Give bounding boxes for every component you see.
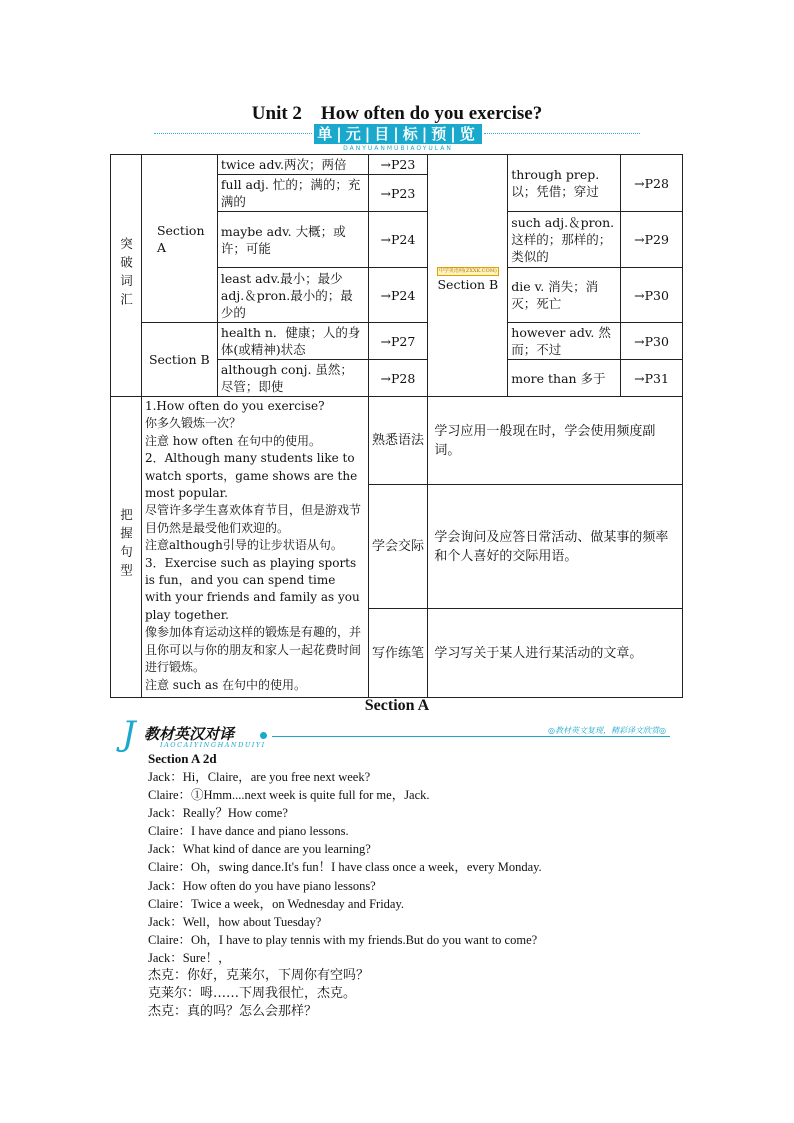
translation-header-bar [122,714,670,754]
sentence-category: 把握句型 [111,397,142,698]
vocab-entry: die v. 消失；消灭；死亡 [508,268,621,323]
vocab-entry: maybe adv. 大概；或许；可能 [217,212,368,268]
section-a-label: Section A [141,155,217,323]
dot-icon [260,732,267,739]
unit-title: Unit 2 How often do you exercise? [251,103,543,124]
key-sentences [141,397,368,698]
dialog-line: Jack：Hi，Claire，are you free next week? [148,770,371,784]
section-b-left-label: Section B [141,323,217,397]
banner-dotted-line-left [154,133,312,134]
dialog-heading: Section A 2d [148,751,217,766]
page-ref: →P31 [621,360,683,397]
header-divider [272,736,670,737]
dialog-line: Claire：Oh，swing dance.It's fun！I have class once a week，every Monday. [148,860,542,875]
goal-label: 写作练笔 [368,609,428,698]
page-ref: →P30 [621,323,683,360]
dialog-line-zh: 杰克：真的吗？怎么会那样？ [148,1004,318,1020]
unit-goals-banner [154,124,640,152]
vocab-entry: full adj. 忙的；满的；充满的 [217,175,368,212]
page-ref: →P29 [621,212,683,268]
sentence-line: 注意 how often 在句中的使用。 [144,433,321,448]
banner-label: 单|元|目|标|预|览 [314,124,482,144]
dialog-line: Claire：Twice a week，on Wednesday and Friday. [148,896,405,911]
translation-header-pinyin: IAOCAIYINGHANDUIYI [160,741,266,749]
sentence-line: 注意 such as 在句中的使用。 [144,677,307,692]
page-ref: →P27 [368,323,428,360]
page-ref: →P28 [621,155,683,212]
vocab-category: 突破词汇 [111,155,142,397]
goal-text: 学会询问及应答日常活动、做某事的频率和个人喜好的交际用语。 [428,485,683,609]
vocab-entry: more than 多于 [508,360,621,397]
dialog-line: Jack：How often do you have piano lessons? [148,878,376,893]
translation-header-note: ◎教材英文复现，精彩译文欣赏◎ [548,726,666,735]
page-ref: →P28 [368,360,428,397]
unit-overview-table [110,154,683,698]
dialog-line: Claire：Oh，I have to play tennis with my friends.But do you want to come? [148,932,538,947]
page-ref: →P24 [368,212,428,268]
sentence-line: 注意although引导的让步状语从句。 [144,538,343,553]
site-logo: 中学英语网(ZXXK.COM) [438,267,497,274]
goal-text: 学习应用一般现在时，学会使用频度副词。 [428,397,683,485]
banner-dotted-line-right [484,133,640,134]
translation-header-label: 教材英汉对译 [144,725,235,743]
goal-label: 学会交际 [368,485,428,609]
dialog-line: Jack：What kind of dance are you learning? [148,842,371,857]
sentence-line: 你多久锻炼一次？ [144,416,241,431]
dialog-line: Claire：I have dance and piano lessons. [148,824,349,839]
sentence-line: 3．Exercise such as playing sports is fun，and you can spend time with your friends and family as you play together. [144,555,360,622]
dialog-line-zh: 杰克：你好，克莱尔，下周你有空吗？ [148,968,370,984]
vocab-entry: such adj.＆pron.这样的；那样的；类似的 [508,212,621,268]
dialog-line: Jack：Really？How come? [148,806,288,821]
sentence-line: 像参加体育运动这样的锻炼是有趣的，并且你可以与你的朋友和家人一起花费时间进行锻炼。 [144,625,361,675]
dialog-text [148,750,708,1021]
vocab-entry: twice adv.两次；两倍 [217,155,368,175]
sentence-line: 尽管许多学生喜欢体育节目，但是游戏节目仍然是最受他们欢迎的。 [144,503,361,535]
page-ref: →P23 [368,155,428,175]
sentence-line: 2．Although many students like to watch sports，game shows are the most popular. [144,451,358,501]
section-b-right-label: 中学英语网(ZXXK.COM) Section B [428,155,508,397]
vocab-entry: health n．健康；人的身体(或精神)状态 [217,323,368,360]
page-ref: →P30 [621,268,683,323]
dialog-line-zh: 克莱尔：呣……下周我很忙，杰克。 [148,986,357,1002]
banner-pinyin: DANYUANMUBIAOYULAN [343,145,453,152]
vocab-entry: through prep. 以；凭借；穿过 [508,155,621,212]
vocab-entry: although conj. 虽然；尽管；即使 [217,360,368,397]
sentence-line: 1.How often do you exercise? [144,399,325,413]
goal-text: 学习写关于某人进行某活动的文章。 [428,609,683,698]
goal-label: 熟悉语法 [368,397,428,485]
page-ref: →P24 [368,268,428,323]
dialog-line: Jack：Well，how about Tuesday? [148,914,322,929]
page-ref: →P23 [368,175,428,212]
vocab-entry: however adv. 然而；不过 [508,323,621,360]
vocab-entry: least adv.最小；最少 adj.＆pron.最小的；最少的 [217,268,368,323]
dialog-line: Jack：Sure！， [148,950,231,965]
dialog-line: Claire：①Hmm....next week is quite full for me，Jack. [148,788,430,803]
j-letter-icon: J [122,714,136,754]
section-title: Section A [364,697,430,714]
